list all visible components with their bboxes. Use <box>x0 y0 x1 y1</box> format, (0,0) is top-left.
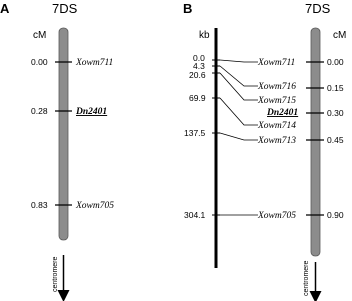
panel-b-kb-4: 137.5 <box>184 128 206 138</box>
panel-a-position-dn2401: 0.28 <box>31 106 48 116</box>
panel-b-connector-xowm711 <box>220 60 258 62</box>
panel-a-chromosome-bar <box>59 28 68 240</box>
panel-a-position-xowm705: 0.83 <box>31 200 48 210</box>
panel-b-kb-2: 20.6 <box>189 70 206 80</box>
panel-b-genetic-unit-label: cM <box>333 30 347 41</box>
panel-b-marker-xowm715: Xowm715 <box>258 96 296 106</box>
panel-a-unit-label: cM <box>33 30 47 41</box>
panel-b-cm-xowm713: 0.45 <box>327 135 344 145</box>
panel-b-cm-xowm711: 0.00 <box>327 57 344 67</box>
panel-b-kb-3: 69.9 <box>189 93 206 103</box>
panel-a-marker-xowm705: Xowm705 <box>76 201 114 211</box>
panel-b-physical-unit-label: kb <box>199 30 210 41</box>
panel-b-marker-xowm711: Xowm711 <box>258 58 296 68</box>
panel-b-marker-dn2401: Dn2401 <box>267 108 299 118</box>
panel-b-letter: B <box>183 1 193 16</box>
panel-b-marker-xowm705: Xowm705 <box>258 211 296 221</box>
panel-b-connector-xowm713 <box>220 133 258 140</box>
panel-a-position-xowm711: 0.00 <box>31 57 48 67</box>
panel-b-marker-xowm714: Xowm714 <box>258 121 296 131</box>
panel-b-chromosome-title: 7DS <box>305 1 331 16</box>
panel-b-cm-xowm716: 0.15 <box>327 83 344 93</box>
panel-a-marker-dn2401: Dn2401 <box>76 107 108 117</box>
panel-b-marker-xowm716: Xowm716 <box>258 82 296 92</box>
panel-b-kb-0: 0.0 <box>193 53 205 63</box>
panel-b-connector-xowm715 <box>220 73 258 100</box>
panel-b-connector-xowm716 <box>220 66 258 86</box>
panel-a-marker-xowm711: Xowm711 <box>76 58 114 68</box>
panel-b-kb-1: 4.3 <box>193 61 205 71</box>
panel-b-kb-5: 304.1 <box>184 210 206 220</box>
panel-b-cm-dn2401: 0.30 <box>327 108 344 118</box>
panel-b-cm-xowm705: 0.90 <box>327 210 344 220</box>
panel-b-marker-xowm713: Xowm713 <box>258 136 296 146</box>
panel-a-centromere-label: centromere <box>52 256 59 292</box>
panel-a-chromosome-title: 7DS <box>52 1 78 16</box>
panel-b-connector-xowm714 <box>220 98 258 125</box>
panel-a-letter: A <box>0 1 10 16</box>
panel-b-centromere-label: centromere <box>303 260 310 296</box>
